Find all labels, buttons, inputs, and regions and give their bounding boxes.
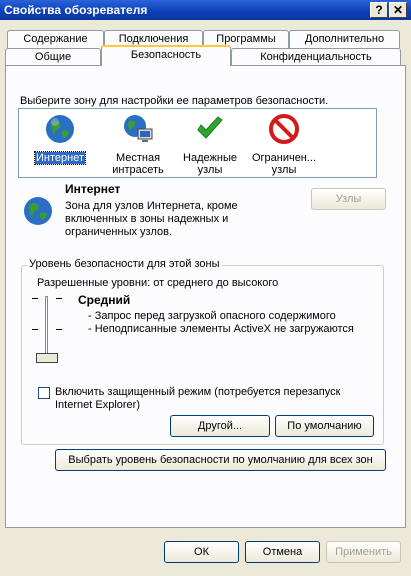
zone-label: Ограничен... узлы [251,152,317,176]
checkmark-icon [194,113,226,145]
zone-label: Местная интрасеть [112,152,164,176]
protected-mode-label: Включить защищенный режим (потребуется перезапуск Internet Explorer) [55,386,341,411]
zone-item-intranet[interactable] [99,113,177,176]
zone-label: Интернет [36,152,84,164]
tab-programs[interactable]: Программы [203,30,289,48]
zone-label: Надежные узлы [183,152,237,176]
security-level-bullet: - Запрос перед загрузкой опасного содержимого [88,310,336,322]
tab-advanced[interactable]: Дополнительно [289,30,400,48]
zone-list[interactable] [18,108,377,178]
window-title: Свойства обозревателя [4,3,148,17]
tab-privacy[interactable]: Конфиденциальность [231,48,401,66]
zone-prompt: Выберите зону для настройки ее параметров безопасности. [20,95,329,107]
security-level-name: Средний [78,293,131,307]
security-level-group-title: Уровень безопасности для этой зоны [29,258,220,270]
help-button[interactable]: ? [370,2,388,18]
tab-security[interactable]: Безопасность [101,45,231,66]
security-level-slider[interactable] [30,296,70,366]
reset-all-zones-button[interactable]: Выбрать уровень безопасности по умолчанию для всех зон [55,449,386,471]
security-level-bullet: - Неподписанные элементы ActiveX не загружаются [88,323,354,335]
slider-tick [56,329,62,330]
custom-level-button[interactable]: Другой... [170,415,270,437]
slider-tick [32,329,38,330]
apply-button[interactable]: Применить [326,541,401,563]
zone-item-trusted[interactable] [171,113,249,176]
slider-tick [32,298,38,299]
allowed-levels-text: Разрешенные уровни: от среднего до высокого [37,277,279,289]
default-level-button[interactable]: По умолчанию [275,415,374,437]
tab-content[interactable]: Содержание [7,30,104,48]
sites-button[interactable]: Узлы [311,188,386,210]
globe-icon [44,113,76,145]
title-bar [0,0,411,20]
ok-button[interactable]: ОК [164,541,239,563]
tab-general[interactable]: Общие [5,48,101,66]
zone-item-restricted[interactable] [245,113,323,176]
intranet-icon [122,113,154,145]
zone-description: Зона для узлов Интернета, кроме включенных в зоны надежных и ограниченных узлов. [65,200,238,238]
slider-tick [56,298,62,299]
globe-icon [22,195,54,227]
slider-thumb[interactable] [36,353,58,363]
protected-mode-checkbox[interactable] [38,387,50,399]
tab-connections[interactable]: Подключения [104,30,203,48]
zone-title: Интернет [65,182,121,196]
cancel-button[interactable]: Отмена [245,541,320,563]
close-button[interactable]: ✕ [389,2,407,18]
restricted-icon [268,113,300,145]
zone-item-internet[interactable] [21,113,99,164]
